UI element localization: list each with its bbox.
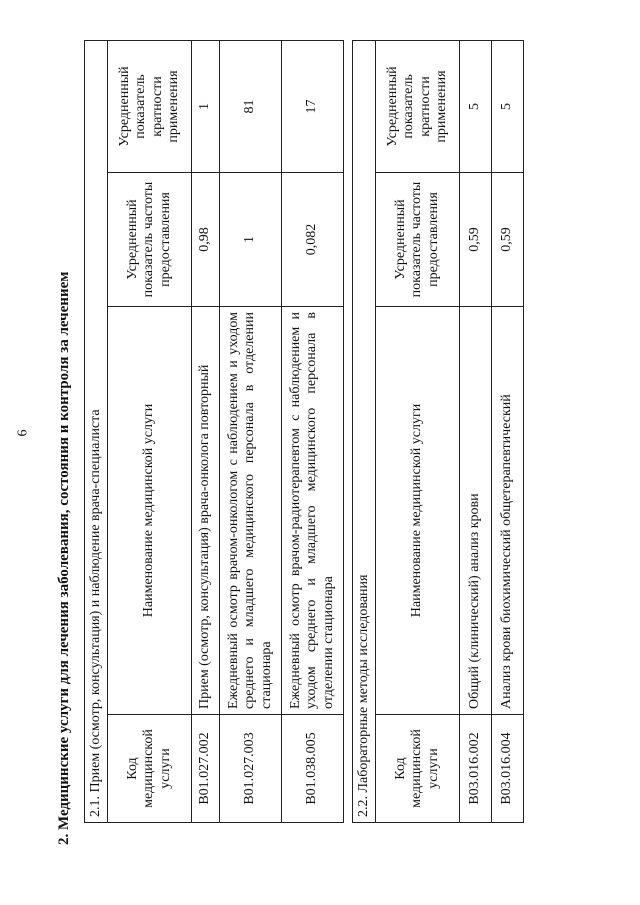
table-row [492, 40, 524, 822]
service-code: B03.016.004 [492, 715, 524, 823]
header-frequency: Усредненный показатель частоты предоставления [376, 173, 460, 307]
header-multiplicity: Усредненный показатель кратности применения [108, 40, 192, 172]
header-code: Код медицинской услуги [376, 715, 460, 823]
header-name: Наименование медицинской услуги [376, 307, 460, 715]
service-code: B03.016.002 [460, 715, 492, 823]
table-row [282, 40, 344, 822]
table-title: 2.2. Лабораторные методы исследования [353, 40, 376, 822]
table-title: 2.1. Прием (осмотр, консультация) и наблюдение врача-специалиста [85, 40, 108, 822]
service-name: Общий (клинический) анализ крови [460, 307, 492, 715]
frequency-value: 0,082 [282, 173, 344, 307]
service-code: B01.027.003 [220, 715, 282, 823]
table-row [192, 40, 220, 822]
section-heading: 2. Медицинские услуги для лечения заболевания, состояния и контроля за лечением [56, 271, 72, 845]
multiplicity-value: 81 [220, 40, 282, 172]
table-row [220, 40, 282, 822]
header-frequency: Усредненный показатель частоты предоставления [108, 173, 192, 307]
frequency-value: 0,59 [492, 173, 524, 307]
table-consultations [84, 40, 344, 823]
multiplicity-value: 17 [282, 40, 344, 172]
header-name: Наименование медицинской услуги [108, 307, 192, 715]
frequency-value: 0,59 [460, 173, 492, 307]
service-code: B01.027.002 [192, 715, 220, 823]
frequency-value: 1 [220, 173, 282, 307]
service-code: B01.038.005 [282, 715, 344, 823]
multiplicity-value: 5 [492, 40, 524, 172]
page-number: 6 [15, 429, 31, 437]
service-name: Ежедневный осмотр врачом-радиотерапевтом с наблюдением и уходом среднего и младшего медицинского персонала в отделении стационара [282, 307, 344, 715]
table-laboratory [352, 40, 524, 823]
header-code: Код медицинской услуги [108, 715, 192, 823]
multiplicity-value: 1 [192, 40, 220, 172]
multiplicity-value: 5 [460, 40, 492, 172]
header-multiplicity: Усредненный показатель кратности применения [376, 40, 460, 172]
service-name: Анализ крови биохимический общетерапевтический [492, 307, 524, 715]
service-name: Прием (осмотр, консультация) врача-онколога повторный [192, 307, 220, 715]
service-name: Ежедневный осмотр врачом-онкологом с наблюдением и уходом среднего и младшего медицинского персонала в отделении стационара [220, 307, 282, 715]
table-row [460, 40, 492, 822]
frequency-value: 0,98 [192, 173, 220, 307]
